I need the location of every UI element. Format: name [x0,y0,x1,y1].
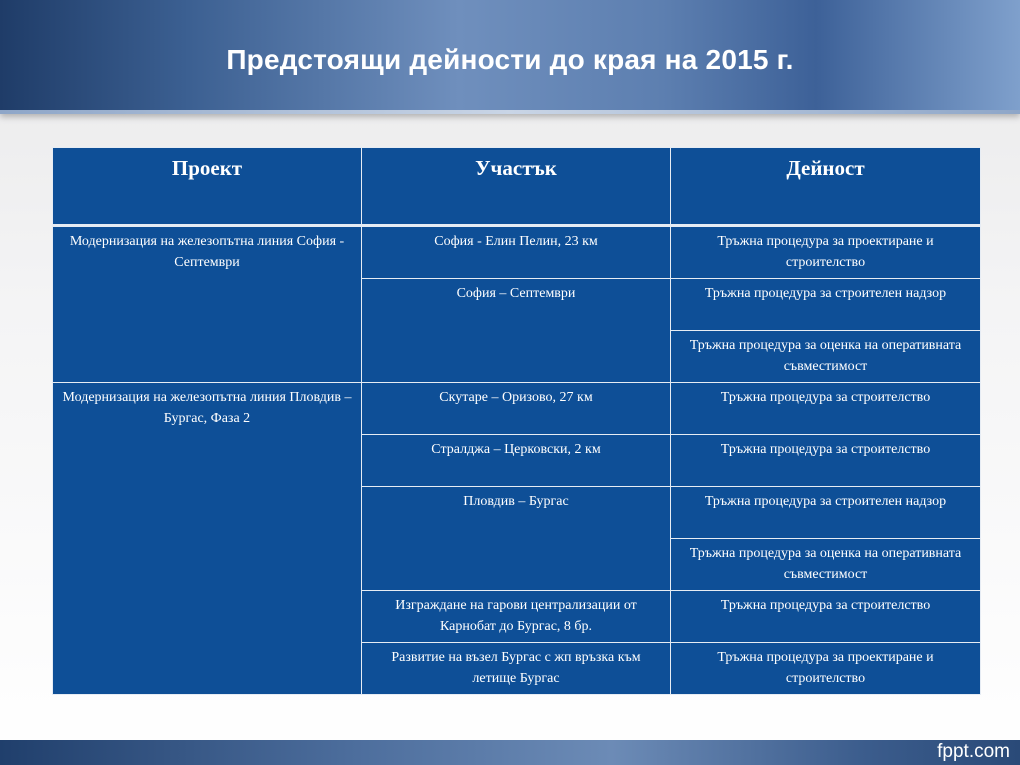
activity-cell: Тръжна процедура за строителство [671,435,981,487]
title-banner [0,0,1020,114]
column-header-project: Проект [53,148,362,226]
activity-cell: Тръжна процедура за проектиране и строителство [671,643,981,695]
page-title: Предстоящи дейности до края на 2015 г. [226,44,794,75]
activity-cell: Тръжна процедура за проектиране и строителство [671,226,981,279]
project-cell: Модернизация на железопътна линия София - Септември [53,226,362,383]
column-header-section: Участък [362,148,671,226]
column-header-activity: Дейност [671,148,981,226]
section-cell: София – Септември [362,279,671,383]
activity-cell: Тръжна процедура за оценка на оперативната съвместимост [671,331,981,383]
footer-bar [0,740,1020,765]
section-cell: Пловдив – Бургас [362,487,671,591]
activity-cell: Тръжна процедура за строителство [671,383,981,435]
section-cell: Скутаре – Оризово, 27 км [362,383,671,435]
section-cell: Изграждане на гарови централизации от Карнобат до Бургас, 8 бр. [362,591,671,643]
section-cell: Развитие на възел Бургас с жп връзка към летище Бургас [362,643,671,695]
section-cell: Стралджа – Церковски, 2 км [362,435,671,487]
project-cell: Модернизация на железопътна линия Пловдив – Бургас, Фаза 2 [53,383,362,695]
activities-table [52,147,981,695]
activity-cell: Тръжна процедура за строителство [671,591,981,643]
table-header-row [53,148,981,226]
activity-cell: Тръжна процедура за оценка на оперативната съвместимост [671,539,981,591]
activity-cell: Тръжна процедура за строителен надзор [671,279,981,331]
section-cell: София - Елин Пелин, 23 км [362,226,671,279]
table-row [53,383,981,435]
footer-brand: fppt.com [937,741,1010,762]
activity-cell: Тръжна процедура за строителен надзор [671,487,981,539]
table-row [53,226,981,279]
